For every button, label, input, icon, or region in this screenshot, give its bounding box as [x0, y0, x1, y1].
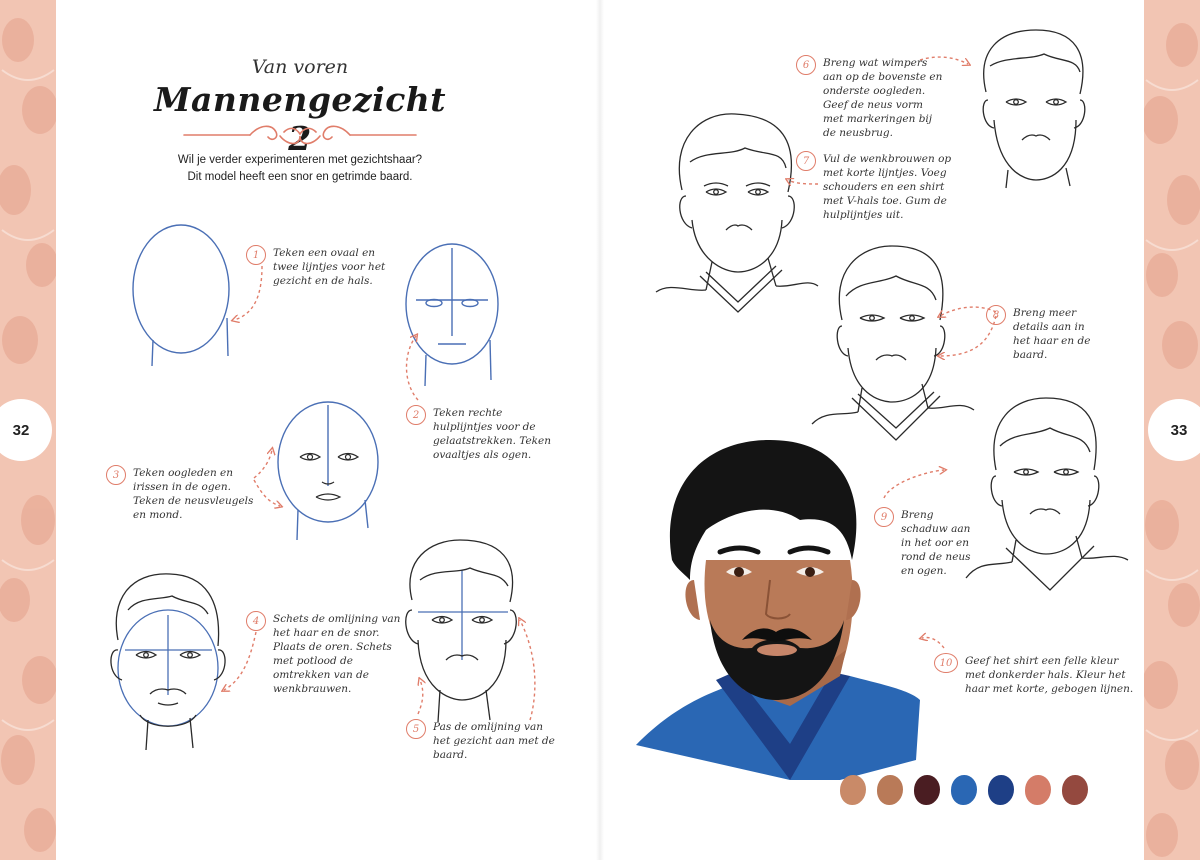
- step-number-8: 8: [986, 305, 1006, 325]
- step-text-10: Geef het shirt een felle kleur met donkerder hals. Kleur het haar met korte, gebogen lijnen.: [965, 655, 1134, 695]
- step-8: [986, 306, 1096, 362]
- step-number-1: 1: [246, 245, 266, 265]
- swatch-6: [1025, 775, 1051, 805]
- swatch-4: [951, 775, 977, 805]
- step-6: [796, 56, 946, 140]
- step-number-6: 6: [796, 55, 816, 75]
- swatch-7: [1062, 775, 1088, 805]
- book-gutter: [596, 0, 604, 860]
- step-number-10: 10: [934, 653, 958, 673]
- step-text-3: Teken oogleden en irissen in de ogen. Teken de neusvleugels en mond.: [133, 467, 254, 521]
- decorative-swirl: [180, 122, 420, 148]
- page-number-left: 32: [0, 399, 52, 461]
- step-text-4: Schets de omlijning van het haar en de snor. Plaats de oren. Schets met potlood de omtrekken van de wenkbrauwen.: [273, 613, 401, 695]
- step-text-6: Breng wat wimpers aan op de bovenste en onderste oogleden. Geef de neus vorm met markeringen bij de neusbrug.: [823, 57, 943, 139]
- step-text-1: Teken een ovaal en twee lijntjes voor het gezicht en de hals.: [273, 247, 386, 287]
- intro-text: [150, 152, 450, 186]
- page-number-right: 33: [1148, 399, 1200, 461]
- page-subtitle: Van voren: [251, 56, 349, 78]
- step-text-9: Breng schaduw aan in het oor en rond de neus en ogen.: [901, 509, 971, 577]
- step-number-7: 7: [796, 151, 816, 171]
- step-3: [106, 466, 256, 522]
- intro-line-2: Dit model heeft een snor en getrimde baard.: [187, 171, 413, 183]
- step-number-9: 9: [874, 507, 894, 527]
- color-palette: [840, 775, 1100, 807]
- step-number-4: 4: [246, 611, 266, 631]
- step-text-2: Teken rechte hulplijntjes voor de gelaatstrekken. Teken ovaaltjes als ogen.: [433, 407, 551, 461]
- step-1: [246, 246, 396, 288]
- step-number-3: 3: [106, 465, 126, 485]
- swatch-3: [914, 775, 940, 805]
- step-text-7: Vul de wenkbrouwen op met korte lijntjes. Voeg schouders en een shirt met V-hals toe. Gum de hulplijntjes uit.: [823, 153, 952, 221]
- step-2: [406, 406, 556, 462]
- step-4: [246, 612, 406, 696]
- step-9: [874, 508, 979, 578]
- swatch-5: [988, 775, 1014, 805]
- step-5: [406, 720, 556, 762]
- step-7: [796, 152, 966, 222]
- step-text-5: Pas de omlijning van het gezicht aan met de baard.: [433, 721, 555, 761]
- step-number-5: 5: [406, 719, 426, 739]
- swatch-1: [840, 775, 866, 805]
- step-number-2: 2: [406, 405, 426, 425]
- step-10: [934, 654, 1134, 696]
- swatch-2: [877, 775, 903, 805]
- intro-line-1: Wil je verder experimenteren met gezichtshaar?: [177, 154, 423, 166]
- step-text-8: Breng meer details aan in het haar en de baard.: [1013, 307, 1091, 361]
- page-title: Mannengezicht 2: [153, 80, 447, 158]
